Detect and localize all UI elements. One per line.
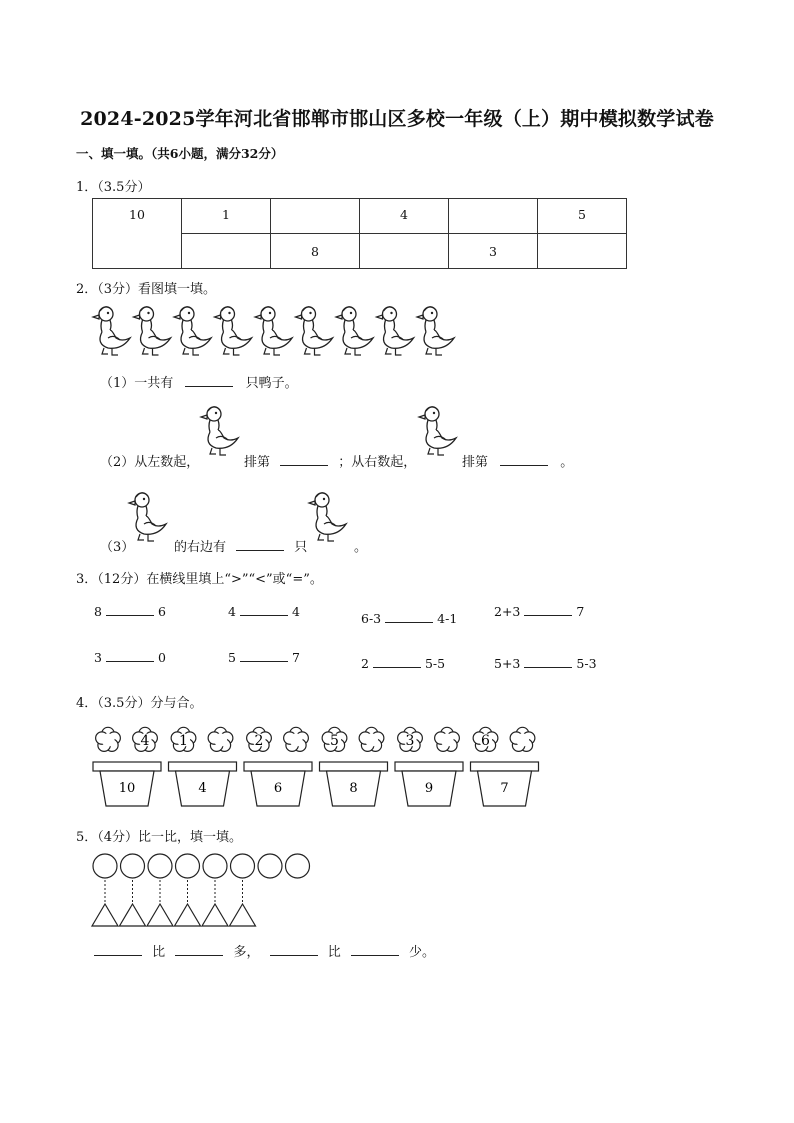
flower-number: 5 — [330, 733, 339, 749]
triangle-shape — [202, 904, 228, 926]
circle-shape — [286, 854, 310, 878]
duck-icon — [296, 307, 333, 355]
compare-left: 2+3 — [494, 604, 521, 619]
compare-right: 6 — [157, 604, 166, 619]
compare-word: 比 — [152, 945, 166, 960]
table-cell: 1 — [182, 199, 271, 234]
q2-sub3 — [174, 536, 307, 555]
circle-shape — [203, 854, 227, 878]
compare-right: 7 — [576, 604, 585, 619]
flower-number: 2 — [254, 733, 264, 749]
pot-rim — [169, 762, 237, 771]
compare-item — [361, 655, 445, 671]
pot-total: 8 — [349, 781, 358, 796]
answer-blank[interactable] — [351, 943, 399, 956]
answer-blank[interactable] — [385, 610, 433, 623]
flower-pot — [320, 727, 388, 806]
duck-icon — [128, 490, 172, 546]
circles-and-triangles — [92, 852, 332, 932]
duck-row — [92, 302, 462, 360]
q2-sub2 — [100, 451, 199, 470]
answer-blank[interactable] — [94, 943, 142, 956]
q5-label: 5．（4分）比一比，填一填。 — [76, 830, 243, 845]
compare-left: 3 — [94, 650, 102, 665]
compare-item — [361, 610, 457, 626]
q2-sub1 — [100, 372, 298, 391]
flower-pots — [92, 722, 552, 812]
table-cell: 8 — [271, 234, 360, 269]
pot-total: 9 — [424, 781, 434, 796]
compare-left: 4 — [228, 604, 236, 619]
q2-sub2-part — [244, 451, 416, 470]
compare-right: 0 — [157, 650, 166, 665]
answer-blank[interactable] — [106, 603, 154, 616]
duck-icon — [215, 307, 252, 355]
duck-icon — [200, 404, 244, 460]
compare-word: 少。 — [409, 945, 436, 960]
answer-blank[interactable] — [240, 649, 288, 662]
answer-blank[interactable] — [524, 603, 572, 616]
flower-pot — [395, 727, 463, 806]
compare-item — [494, 603, 584, 619]
page-title: 2024-2025学年河北省邯郸市邯山区多校一年级（上）期中模拟数学试卷 — [80, 108, 714, 130]
flower-number: 3 — [405, 733, 415, 749]
q2-sub2-end: 。 — [560, 455, 574, 470]
table-cell-blank[interactable] — [271, 199, 360, 234]
table-cell: 5 — [538, 199, 627, 234]
q2-sub3-prefix: （3） — [100, 540, 135, 555]
duck-icon — [336, 307, 373, 355]
circle-shape — [231, 854, 255, 878]
section-heading: 一、填一填。（共6小题，满分32分） — [76, 146, 284, 161]
compare-item — [228, 603, 300, 619]
duck-icon — [174, 307, 211, 355]
pot-rim — [244, 762, 312, 771]
answer-blank[interactable] — [185, 374, 233, 387]
pot-total: 4 — [198, 781, 207, 796]
left-flower — [96, 727, 121, 751]
compare-right: 4 — [291, 604, 300, 619]
right-flower — [208, 727, 233, 751]
flower-pot — [169, 727, 237, 806]
compare-item — [494, 655, 597, 671]
compare-word: 多， — [233, 945, 260, 960]
flower-pot — [244, 727, 312, 806]
triangle-shape — [230, 904, 256, 926]
right-flower — [359, 727, 384, 751]
compare-left: 2 — [361, 656, 369, 671]
compare-right: 5-3 — [576, 656, 597, 671]
answer-blank[interactable] — [270, 943, 318, 956]
q3-label: 3．（12分）在横线里填上“>”“<”或“=”。 — [76, 572, 323, 587]
triangle-shape — [120, 904, 146, 926]
compare-left: 5 — [228, 650, 236, 665]
answer-blank[interactable] — [236, 538, 284, 551]
flower-pot — [471, 727, 539, 806]
right-flower — [284, 727, 309, 751]
q2-sub3-mid2: 只 — [294, 540, 308, 555]
compare-right: 4-1 — [437, 611, 458, 626]
compare-right: 7 — [291, 650, 300, 665]
table-cell: 3 — [449, 234, 538, 269]
duck-icon — [308, 490, 352, 546]
flower-number: 1 — [179, 733, 188, 749]
pot-rim — [471, 762, 539, 771]
q2-sub1-prefix: （1）一共有 — [100, 376, 174, 391]
circle-shape — [258, 854, 282, 878]
q2-sub2-prefix: （2）从左数起， — [100, 455, 200, 470]
q2-sub2-mid3: 排第 — [462, 455, 489, 470]
answer-blank[interactable] — [500, 453, 548, 466]
circle-shape — [93, 854, 117, 878]
q2-sub1-suffix: 只鸭子。 — [245, 376, 298, 391]
duck-icon — [418, 404, 462, 460]
table-cell: 4 — [360, 199, 449, 234]
flower-pot — [93, 727, 161, 806]
answer-blank[interactable] — [524, 655, 572, 668]
answer-blank[interactable] — [373, 655, 421, 668]
triangle-shape — [92, 904, 118, 926]
duck-icon — [255, 307, 292, 355]
compare-left: 8 — [94, 604, 102, 619]
q1-label: 1．（3.5分） — [76, 180, 151, 195]
pot-rim — [320, 762, 388, 771]
table-cell: 10 — [93, 199, 182, 269]
number-sequence-table — [92, 198, 627, 269]
answer-blank[interactable] — [175, 943, 223, 956]
q2-sub2-mid1: 排第 — [244, 455, 271, 470]
compare-item — [228, 649, 300, 665]
duck-icon — [134, 307, 171, 355]
pot-rim — [395, 762, 463, 771]
right-flower — [510, 727, 535, 751]
pot-total: 6 — [273, 781, 283, 796]
circle-shape — [121, 854, 145, 878]
pot-total: 7 — [500, 781, 509, 796]
compare-word: 比 — [327, 945, 341, 960]
table-cell-blank[interactable] — [449, 199, 538, 234]
duck-icon — [417, 307, 454, 355]
pot-rim — [93, 762, 161, 771]
table-cell-blank[interactable] — [538, 234, 627, 269]
compare-item — [94, 649, 166, 665]
flower-number: 4 — [140, 733, 150, 749]
duck-icon — [377, 307, 414, 355]
q2-sub2-part2 — [462, 451, 573, 470]
answer-blank[interactable] — [240, 603, 288, 616]
table-cell-blank[interactable] — [360, 234, 449, 269]
pot-total: 10 — [118, 781, 136, 796]
q4-label: 4．（3.5分）分与合。 — [76, 696, 203, 711]
compare-left: 6-3 — [361, 611, 382, 626]
flower-number: 6 — [481, 733, 490, 749]
compare-left: 5+3 — [494, 656, 521, 671]
triangle-shape — [147, 904, 173, 926]
right-flower — [435, 727, 460, 751]
duck-icon — [93, 307, 130, 355]
q2-label: 2．（3分）看图填一填。 — [76, 282, 217, 297]
q2-sub3-mid: 的右边有 — [174, 540, 227, 555]
table-cell-blank[interactable] — [182, 234, 271, 269]
q5-compare — [94, 941, 435, 960]
circle-shape — [176, 854, 200, 878]
compare-item — [94, 603, 166, 619]
compare-right: 5-5 — [424, 656, 446, 671]
answer-blank[interactable] — [280, 453, 328, 466]
circle-shape — [148, 854, 172, 878]
q2-sub3-end: 。 — [354, 540, 368, 555]
triangle-shape — [175, 904, 201, 926]
answer-blank[interactable] — [106, 649, 154, 662]
q2-sub2-mid2: ；从右数起， — [338, 455, 417, 470]
